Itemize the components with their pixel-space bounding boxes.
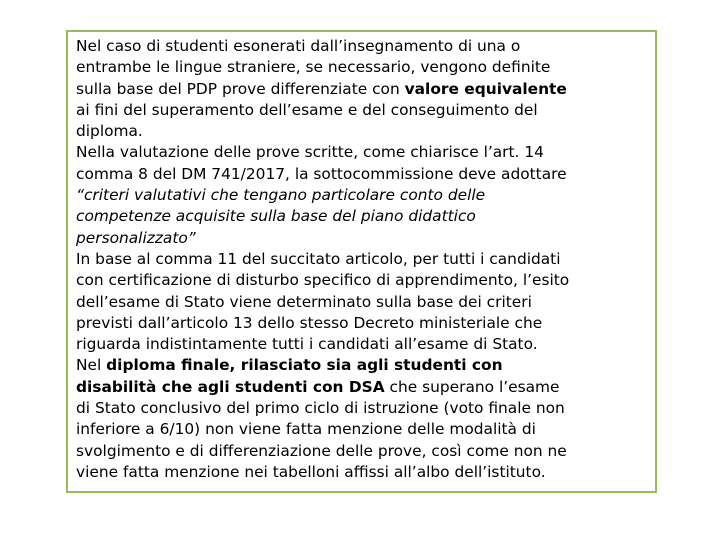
text-line [76, 270, 649, 291]
text-line [76, 185, 649, 206]
text-segment: Nel [76, 356, 107, 375]
text-line [76, 228, 649, 249]
text-segment: diploma. [76, 122, 143, 141]
text-line [76, 419, 649, 440]
text-line [76, 142, 649, 163]
text-segment: comma 8 del DM 741/2017, la sottocommissione deve adottare [76, 164, 567, 183]
text-line [76, 462, 649, 483]
text-line [76, 164, 649, 185]
italic-text: personalizzato” [76, 228, 196, 247]
text-segment: svolgimento e di differenziazione delle prove, così come non ne [76, 441, 567, 460]
bold-text: diploma finale, rilasciato sia agli studenti con [106, 356, 503, 375]
text-segment: dell’esame di Stato viene determinato sulla base dei criteri [76, 292, 532, 311]
text-segment: previsti dall’articolo 13 dello stesso Decreto ministeriale che [76, 313, 543, 332]
text-line [76, 100, 649, 121]
text-line [76, 441, 649, 462]
text-segment: Nel caso di studenti esonerati dall’insegnamento di una o [76, 37, 521, 55]
text-line [76, 334, 649, 355]
text-line [76, 292, 649, 313]
text-segment: che superano l’esame [384, 377, 560, 396]
text-segment: sulla base del PDP prove differenziate con [76, 79, 405, 98]
text-line [76, 398, 649, 419]
text-line [76, 57, 649, 78]
text-line [76, 377, 649, 398]
text-box [66, 30, 657, 493]
text-segment: In base al comma 11 del succitato articolo, per tutti i candidati [76, 249, 561, 268]
text-segment: inferiore a 6/10) non viene fatta menzione delle modalità di [76, 420, 536, 439]
bold-text: valore equivalente [404, 79, 567, 98]
text-segment: con certificazione di disturbo specifico di apprendimento, l’esito [76, 271, 570, 290]
text-segment: ai fini del superamento dell’esame e del conseguimento del [76, 100, 538, 119]
text-segment: riguarda indistintamente tutti i candidati all’esame di Stato. [76, 335, 538, 354]
text-segment: viene fatta menzione nei tabelloni affissi all’albo dell’istituto. [76, 462, 546, 481]
text-segment: entrambe le lingue straniere, se necessario, vengono definite [76, 58, 551, 77]
text-line [76, 206, 649, 227]
text-line [76, 249, 649, 270]
italic-text: “criteri valutativi che tengano particolare conto delle [76, 186, 486, 205]
text-line [76, 121, 649, 142]
italic-text: competenze acquisite sulla base del piano didattico [76, 207, 476, 226]
text-line [76, 79, 649, 100]
text-line [76, 36, 649, 57]
text-segment: Nella valutazione delle prove scritte, come chiarisce l’art. 14 [76, 143, 544, 162]
text-line [76, 313, 649, 334]
text-line [76, 355, 649, 376]
text-segment: di Stato conclusivo del primo ciclo di istruzione (voto finale non [76, 399, 565, 418]
bold-text: disabilità che agli studenti con DSA [76, 377, 385, 396]
